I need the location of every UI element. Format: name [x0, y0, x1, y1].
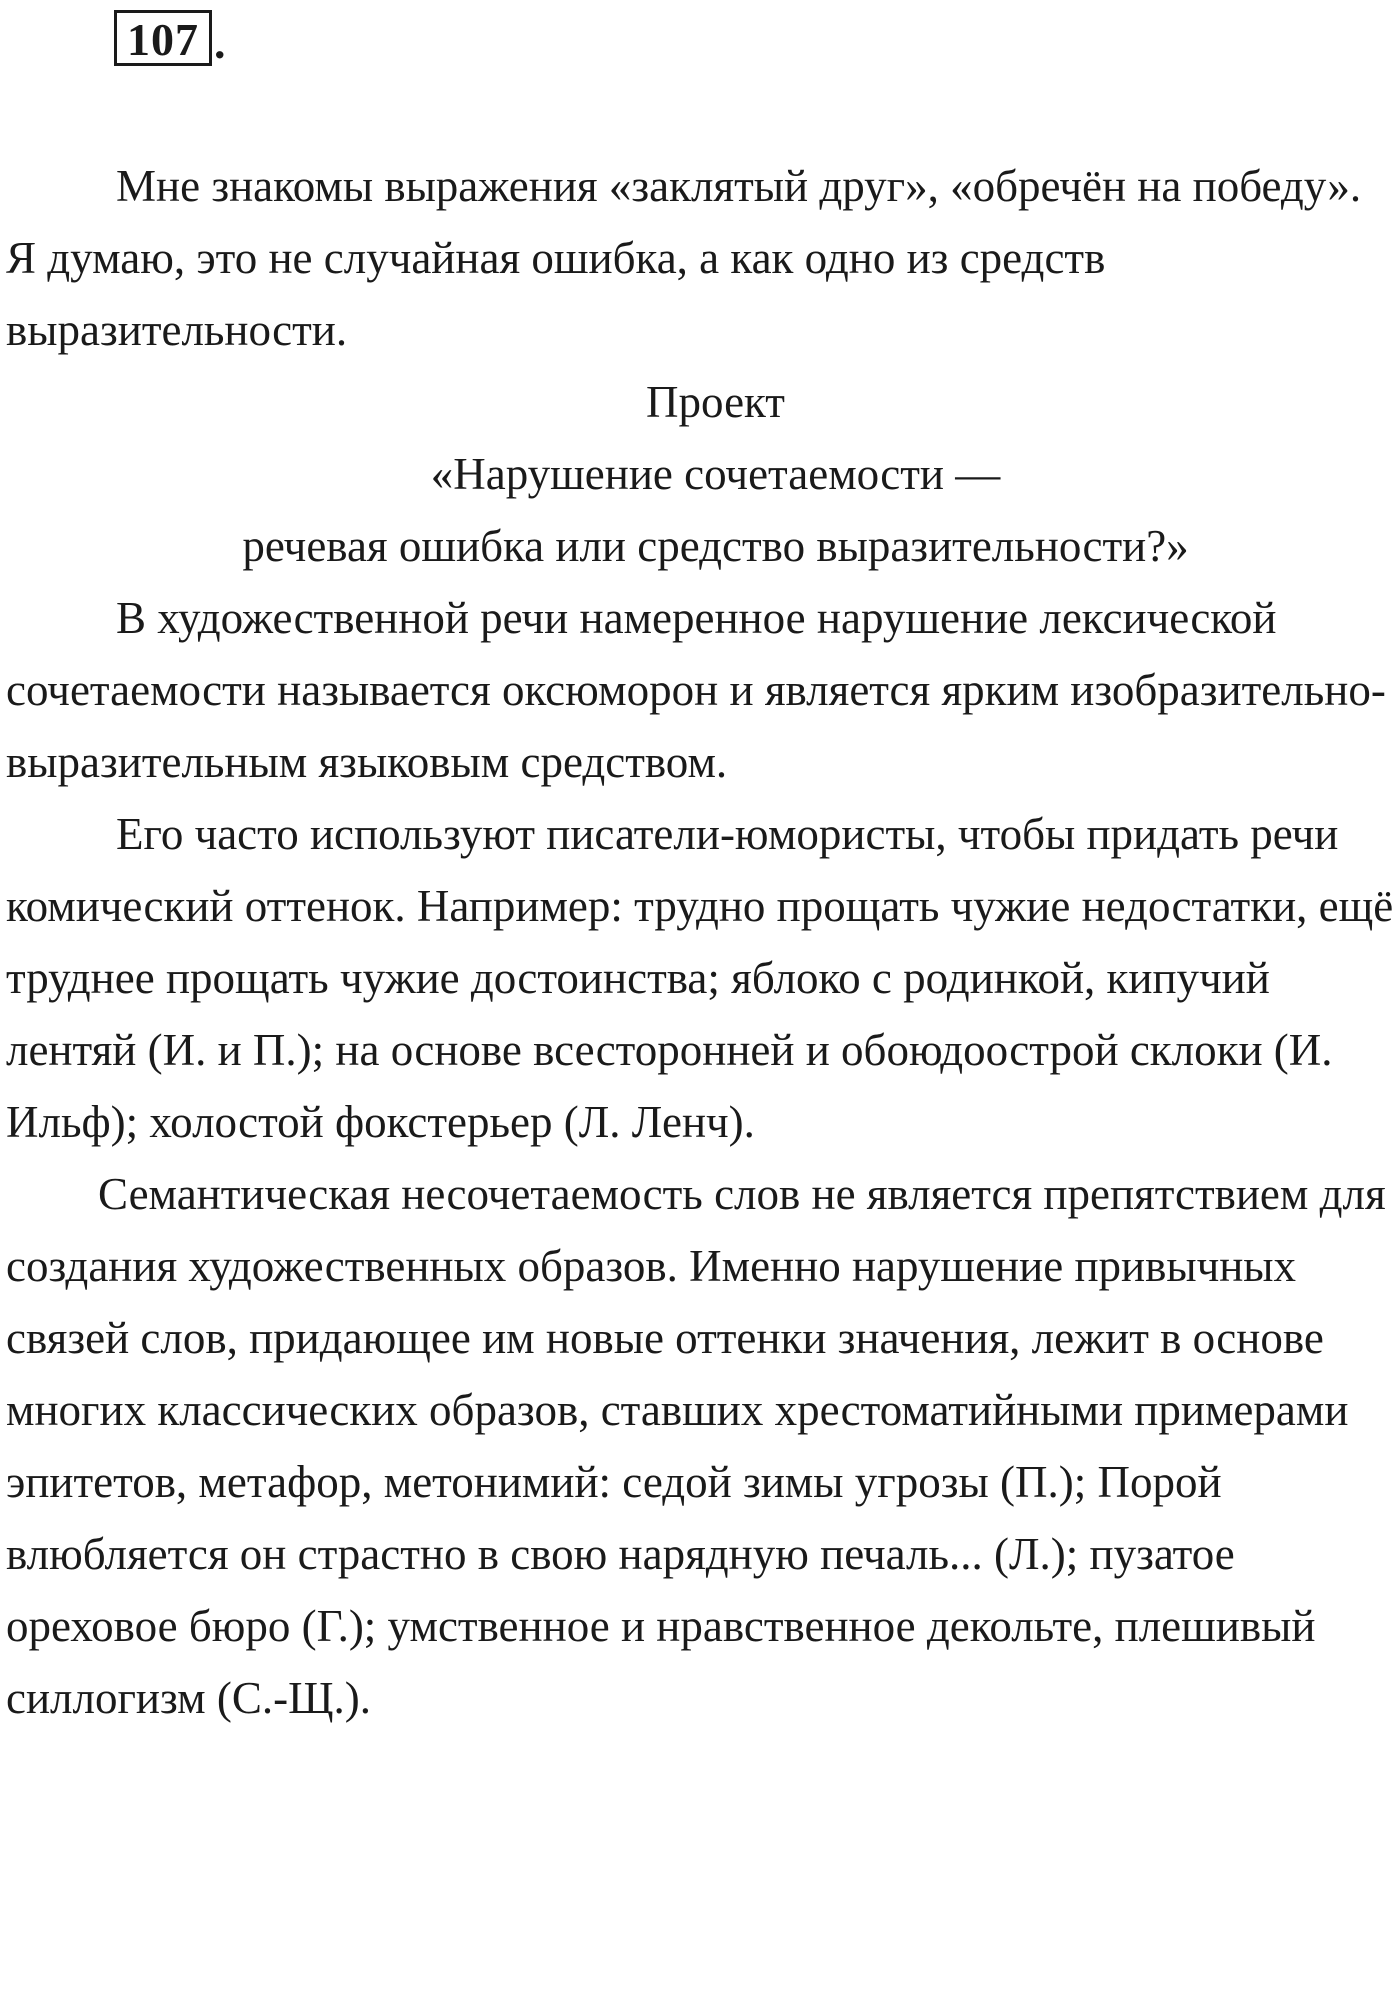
answer-text — [6, 150, 1400, 1734]
exercise-number — [114, 10, 226, 66]
project-heading-line-1: Проект — [646, 377, 785, 427]
paragraph-oxymoron: В художественной речи намеренное нарушение лексической сочетаемости называется оксюморон и является ярким изобразительно-выразительным языковым средством. — [6, 593, 1386, 787]
exercise-number-dot: . — [214, 17, 226, 68]
intro-paragraph: Мне знакомы выражения «заклятый друг», «обречён на победу». Я думаю, это не случайная ошибка, а как одно из средств выразительности. — [6, 161, 1362, 355]
paragraph-humorists: Его часто используют писатели-юмористы, чтобы придать речи комический оттенок. Например: трудно прощать чужие недостатки, ещё труднее прощать чужие достоинства; яблоко с родинкой, кипучий лентяй (И. и П.); на основе всесторонней и обоюдоострой склоки (И. Ильф); холостой фокстерьер (Л. Ленч). — [6, 809, 1394, 1147]
paragraph-semantic: Семантическая несочетаемость слов не является препятствием для создания художественных образов. Именно нарушение привычных связей слов, придающее им новые оттенки значения, лежит в основе многих классических образов, ставших хрестоматийными примерами эпитетов, метафор, метонимий: седой зимы угрозы (П.); Порой влюбляется он страстно в свою нарядную печаль... (Л.); пузатое ореховое бюро (Г.); умственное и нравственное декольте, плешивый силлогизм (С.-Щ.). — [6, 1169, 1386, 1723]
project-heading-line-2: «Нарушение сочетаемости — — [430, 449, 1001, 499]
project-heading-line-3: речевая ошибка или средство выразительности?» — [242, 521, 1189, 571]
exercise-number-box: 107 — [114, 10, 212, 66]
